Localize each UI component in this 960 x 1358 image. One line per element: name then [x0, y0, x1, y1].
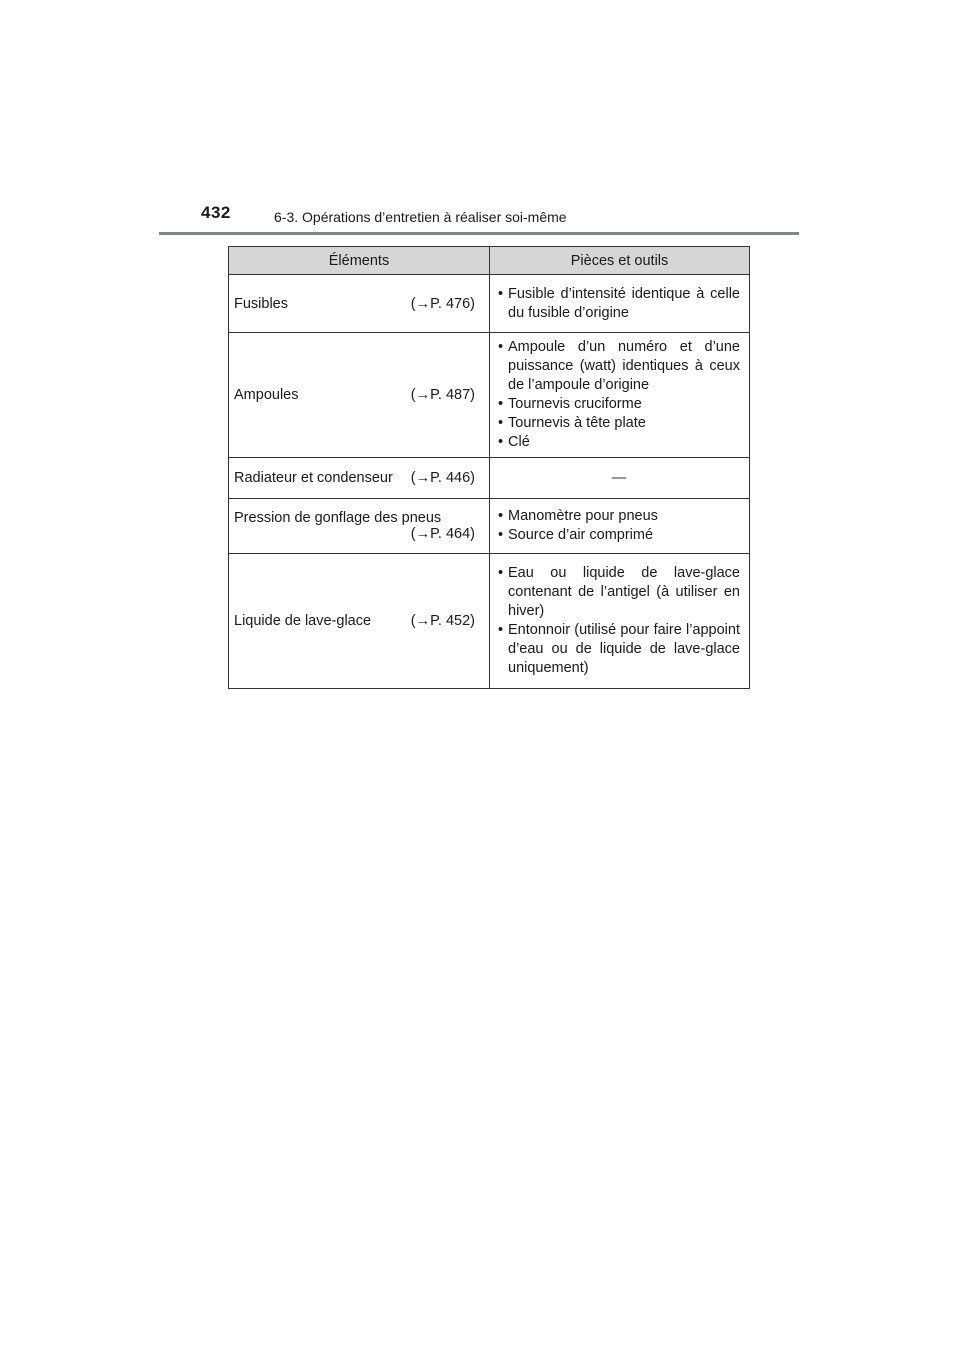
parts-tools-table [228, 246, 750, 689]
list-item: • Clé [498, 433, 740, 452]
tools-cell [490, 333, 750, 458]
list-item: • Fusible d’intensité identique à celle du fusible d’origine [498, 285, 740, 323]
list-item: • Tournevis à tête plate [498, 414, 740, 433]
item-cell [229, 333, 490, 458]
item-name: Pression de gonflage des pneus [234, 510, 442, 526]
item-cell [229, 458, 490, 499]
table-row [229, 275, 750, 333]
list-item: • Entonnoir (utilisé pour faire l’appoint d’eau ou de liquide de lave-glace uniquement) [498, 621, 740, 678]
tools-cell [490, 275, 750, 333]
list-item: • Ampoule d’un numéro et d’une puissance (watt) identiques à ceux de l’ampoule d’origine [498, 338, 740, 395]
list-item: • Source d’air comprimé [498, 526, 740, 545]
table-row [229, 333, 750, 458]
table-header-row [229, 247, 750, 275]
item-cell [229, 554, 490, 689]
item-name: Liquide de lave-glace [234, 613, 372, 629]
item-cell [229, 275, 490, 333]
column-header-elements: Éléments [229, 247, 490, 275]
header-rule [159, 232, 799, 235]
page-reference: (→P. 446) [410, 470, 475, 486]
tools-cell [490, 499, 750, 554]
table-row [229, 499, 750, 554]
table-row [229, 554, 750, 689]
page-number: 432 [201, 203, 231, 222]
tools-cell-empty [490, 458, 750, 499]
page-reference: (→P. 452) [410, 613, 475, 629]
no-tools-dash: — [611, 470, 627, 486]
list-item: • Eau ou liquide de lave-glace contenant de l’antigel (à utiliser en hiver) [498, 564, 740, 621]
item-name: Fusibles [234, 295, 288, 312]
item-name: Radiateur et condenseur [234, 470, 393, 486]
section-title: 6-3. Opérations d’entretien à réaliser soi-même [274, 209, 567, 225]
column-header-parts-tools: Pièces et outils [490, 247, 750, 275]
table-row [229, 458, 750, 499]
item-cell [229, 499, 490, 554]
item-name: Ampoules [234, 387, 299, 403]
page-reference: (→P. 487) [410, 387, 475, 403]
page-reference: (→P. 464) [410, 526, 475, 542]
list-item: • Tournevis cruciforme [498, 395, 740, 414]
list-item: • Manomètre pour pneus [498, 507, 740, 526]
page-reference: (→P. 476) [410, 295, 475, 312]
tools-cell [490, 554, 750, 689]
